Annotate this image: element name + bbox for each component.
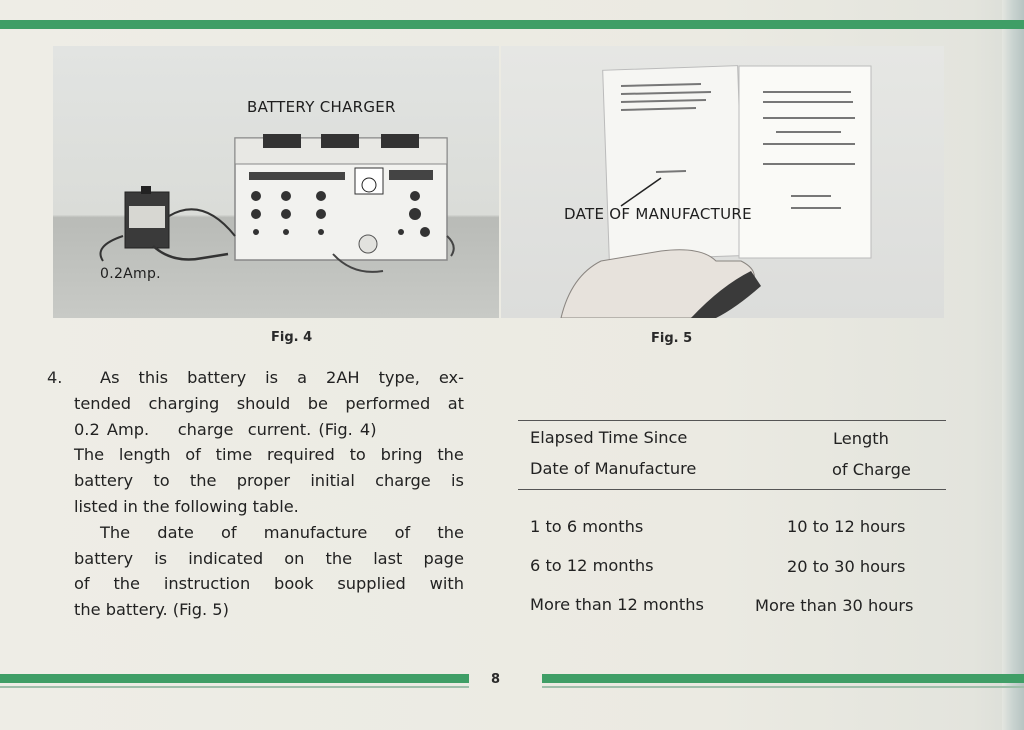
word: charge bbox=[177, 419, 234, 439]
word: of bbox=[394, 522, 411, 542]
word: the bbox=[437, 522, 464, 542]
page-number: 8 bbox=[491, 672, 501, 687]
body-line-9 bbox=[74, 571, 464, 597]
word: performed bbox=[345, 393, 431, 413]
table-top-rule bbox=[518, 420, 946, 421]
table-row-3-length: More than 30 hours bbox=[755, 596, 914, 615]
fig5-photo-label: DATE OF MANUFACTURE bbox=[564, 205, 752, 223]
word: time bbox=[215, 445, 253, 465]
body-line-8 bbox=[74, 546, 464, 572]
word: is bbox=[265, 368, 279, 387]
word: of bbox=[221, 522, 237, 542]
word: a bbox=[297, 368, 308, 387]
word: should bbox=[236, 393, 291, 413]
body-line-7 bbox=[100, 520, 464, 546]
word: page bbox=[423, 548, 464, 568]
table-row-1-length: 10 to 12 hours bbox=[787, 517, 906, 536]
word: this bbox=[138, 368, 169, 387]
word: As bbox=[100, 368, 120, 387]
table-row-1-elapsed: 1 to 6 months bbox=[530, 517, 644, 536]
table-row-2-length: 20 to 30 hours bbox=[787, 557, 906, 576]
word: battery bbox=[74, 471, 134, 491]
word: of bbox=[185, 445, 201, 465]
fig4-battery-charger-photo bbox=[53, 46, 499, 318]
word: charging bbox=[148, 393, 220, 413]
word: the bbox=[437, 445, 464, 465]
word: 0.2 Amp. bbox=[74, 419, 150, 439]
word: type, bbox=[378, 368, 420, 387]
table-row-2-elapsed: 6 to 12 months bbox=[530, 556, 654, 575]
header-elapsed-line2: Date of Manufacture bbox=[530, 459, 697, 478]
word: proper bbox=[236, 471, 291, 491]
word: required bbox=[266, 445, 335, 465]
body-line-10: the battery. (Fig. 5) bbox=[74, 600, 229, 620]
word: at bbox=[447, 393, 464, 413]
word: the bbox=[325, 548, 353, 568]
word: is bbox=[154, 548, 168, 568]
word: charge bbox=[375, 471, 431, 491]
word: last bbox=[373, 548, 403, 568]
body-line-3 bbox=[74, 417, 464, 443]
header-length-line1: Length bbox=[833, 429, 889, 448]
word: tended bbox=[74, 393, 132, 413]
body-line-5 bbox=[74, 468, 464, 494]
word: is bbox=[451, 471, 464, 491]
bottom-green-rule-right bbox=[542, 674, 1024, 683]
fig5-caption: Fig. 5 bbox=[651, 331, 693, 346]
word: date bbox=[157, 522, 194, 542]
amp-label: 0.2Amp. bbox=[100, 266, 161, 282]
word: with bbox=[429, 574, 464, 594]
item-number: 4. bbox=[47, 368, 63, 387]
word: on bbox=[284, 548, 305, 568]
bottom-thin-rule-right bbox=[542, 686, 1024, 688]
word: be bbox=[307, 393, 328, 413]
word: current. (Fig. 4) bbox=[247, 419, 377, 439]
word: length bbox=[118, 445, 171, 465]
word: the bbox=[189, 471, 217, 491]
table-row-3-elapsed: More than 12 months bbox=[530, 595, 704, 614]
word: The bbox=[74, 445, 105, 465]
word: battery bbox=[187, 368, 247, 387]
top-green-rule bbox=[0, 20, 1024, 29]
word: manufacture bbox=[263, 522, 368, 542]
word: battery bbox=[74, 548, 134, 568]
word: supplied bbox=[337, 574, 406, 594]
word: 2AH bbox=[326, 368, 360, 387]
word: The bbox=[100, 522, 131, 542]
bottom-green-rule-left bbox=[0, 674, 469, 683]
body-line-2 bbox=[74, 391, 464, 417]
word: the bbox=[113, 574, 141, 594]
body-paragraph bbox=[74, 365, 464, 623]
header-elapsed-line1: Elapsed Time Since bbox=[530, 428, 688, 447]
word: ex- bbox=[438, 368, 464, 387]
word: indicated bbox=[188, 548, 264, 568]
body-line-1 bbox=[100, 365, 464, 391]
fig4-photo-title: BATTERY CHARGER bbox=[247, 98, 396, 116]
fig4-caption: Fig. 4 bbox=[271, 330, 313, 345]
word: initial bbox=[310, 471, 355, 491]
fig5-instruction-book-photo bbox=[501, 46, 944, 318]
word: instruction bbox=[163, 574, 251, 594]
bottom-thin-rule-left bbox=[0, 686, 469, 688]
word: to bbox=[349, 445, 366, 465]
word: to bbox=[153, 471, 170, 491]
word: book bbox=[274, 574, 314, 594]
word: bring bbox=[380, 445, 423, 465]
book-spine-shadow bbox=[1002, 0, 1024, 730]
body-line-6: listed in the following table. bbox=[74, 496, 299, 516]
header-length-line2: of Charge bbox=[832, 460, 911, 479]
word: of bbox=[74, 574, 90, 594]
instruction-book-illustration bbox=[501, 46, 944, 318]
table-header-rule bbox=[518, 489, 946, 490]
body-line-4 bbox=[74, 442, 464, 468]
